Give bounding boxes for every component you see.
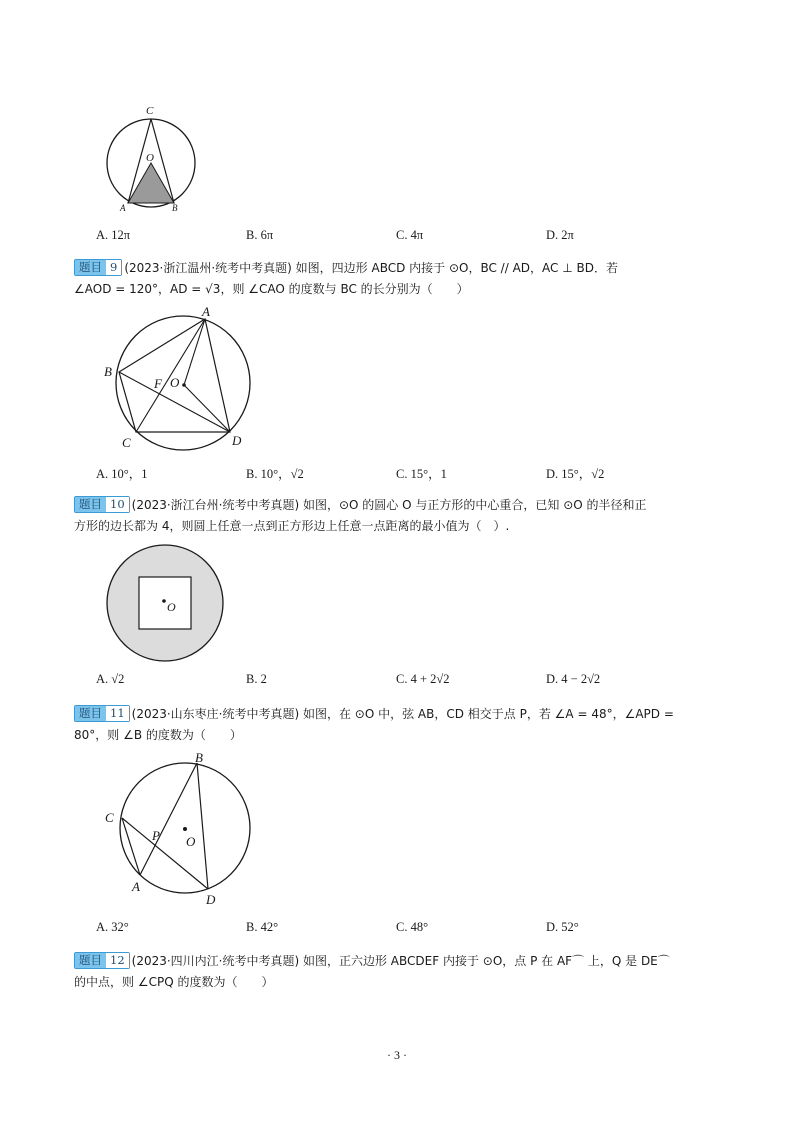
center-dot (162, 599, 166, 603)
question-11-line-2: 80°，则 ∠B 的度数为（ ） (74, 728, 242, 742)
label-a: A (132, 879, 140, 894)
chord-ca (122, 818, 140, 875)
question-11 (74, 704, 724, 746)
question-10 (74, 495, 724, 537)
figure-q8 (100, 100, 210, 220)
question-tag: 题目 11 (74, 705, 130, 722)
center-dot (182, 383, 186, 387)
label-c: C (105, 810, 114, 825)
figure-q8-svg (100, 100, 210, 220)
label-c: C (146, 105, 154, 117)
figure-q10 (104, 542, 228, 666)
option-b[interactable]: B. 10°，√2 (246, 467, 304, 481)
option-c[interactable]: C. 48° (396, 920, 429, 934)
option-d[interactable]: D. 2π (546, 228, 574, 242)
question-tag: 题目 12 (74, 952, 130, 969)
label-f: F (154, 376, 162, 391)
question-text: (2023·浙江台州·统考中考真题) 如图，⊙O 的圆心 O 与正方形的中心重合，已知 ⊙O 的半径和正 (131, 498, 647, 512)
shaded-sector (128, 163, 174, 203)
center-dot (183, 827, 187, 831)
option-d[interactable]: D. 15°，√2 (546, 467, 605, 481)
question-9-line-2: ∠AOD = 120°，AD = √3，则 ∠CAO 的度数与 BC 的长分别为（ ） (74, 282, 469, 296)
label-o: O (186, 834, 196, 849)
segment-od (184, 385, 230, 432)
label-b: B (104, 364, 112, 379)
question-tag: 题目 10 (74, 496, 130, 513)
options-q10 (96, 672, 716, 692)
option-c[interactable]: C. 15°，1 (396, 467, 447, 481)
label-b: B (195, 750, 203, 765)
question-10-line-1 (74, 495, 724, 516)
label-b: B (172, 203, 178, 213)
question-text: (2023·浙江温州·统考中考真题) 如图，四边形 ABCD 内接于 ⊙O，BC // AD，AC ⊥ BD．若 (124, 261, 618, 275)
option-b[interactable]: B. 2 (246, 672, 267, 686)
page-number: · 3 · (387, 1048, 407, 1062)
label-d: D (232, 433, 242, 448)
question-12 (74, 951, 724, 993)
question-12-line-1 (74, 951, 724, 972)
options-q8 (96, 228, 716, 248)
question-11-line-1 (74, 704, 724, 725)
option-a[interactable]: A. 10°，1 (96, 467, 148, 481)
option-a[interactable]: A. 32° (96, 920, 129, 934)
option-d[interactable]: D. 52° (546, 920, 579, 934)
figure-q10-svg (104, 542, 228, 666)
square (139, 577, 191, 629)
question-10-line-2: 方形的边长都为 4，则圆上任意一点到正方形边上任意一点距离的最小值为（ ）. (74, 519, 510, 533)
label-o: O (146, 152, 154, 164)
label-p: P (152, 828, 160, 843)
question-9-line-1 (74, 258, 724, 279)
label-d: D (206, 892, 216, 907)
question-text: (2023·四川内江·统考中考真题) 如图，正六边形 ABCDEF 内接于 ⊙O，点 P 在 AF⌒ 上，Q 是 DE⌒ (131, 954, 670, 968)
option-a[interactable]: A. 12π (96, 228, 131, 242)
figure-q9 (100, 302, 270, 452)
segment-ao (184, 319, 205, 385)
option-b[interactable]: B. 42° (246, 920, 279, 934)
options-q9 (96, 464, 716, 484)
chord-ab (140, 763, 197, 875)
options-q11 (96, 920, 716, 940)
question-12-line-2: 的中点，则 ∠CPQ 的度数为（ ） (74, 975, 274, 989)
chord-bd (197, 763, 208, 889)
label-a: A (202, 304, 210, 319)
figure-q9-svg (100, 302, 270, 452)
figure-q11-svg (100, 746, 260, 906)
option-d[interactable]: D. 4 − 2√2 (546, 672, 601, 686)
question-text: (2023·山东枣庄·统考中考真题) 如图，在 ⊙O 中，弦 AB，CD 相交于点 P，若 ∠A = 48°，∠APD = (131, 707, 674, 721)
label-o: O (167, 600, 176, 614)
label-o: O (170, 375, 180, 390)
option-b[interactable]: B. 6π (246, 228, 274, 242)
figure-q11 (100, 746, 260, 906)
question-tag: 题目 9 (74, 259, 122, 276)
option-c[interactable]: C. 4 + 2√2 (396, 672, 450, 686)
label-c: C (122, 435, 131, 450)
label-a: A (120, 203, 126, 213)
option-a[interactable]: A. √2 (96, 672, 125, 686)
option-c[interactable]: C. 4π (396, 228, 424, 242)
question-9 (74, 258, 724, 300)
